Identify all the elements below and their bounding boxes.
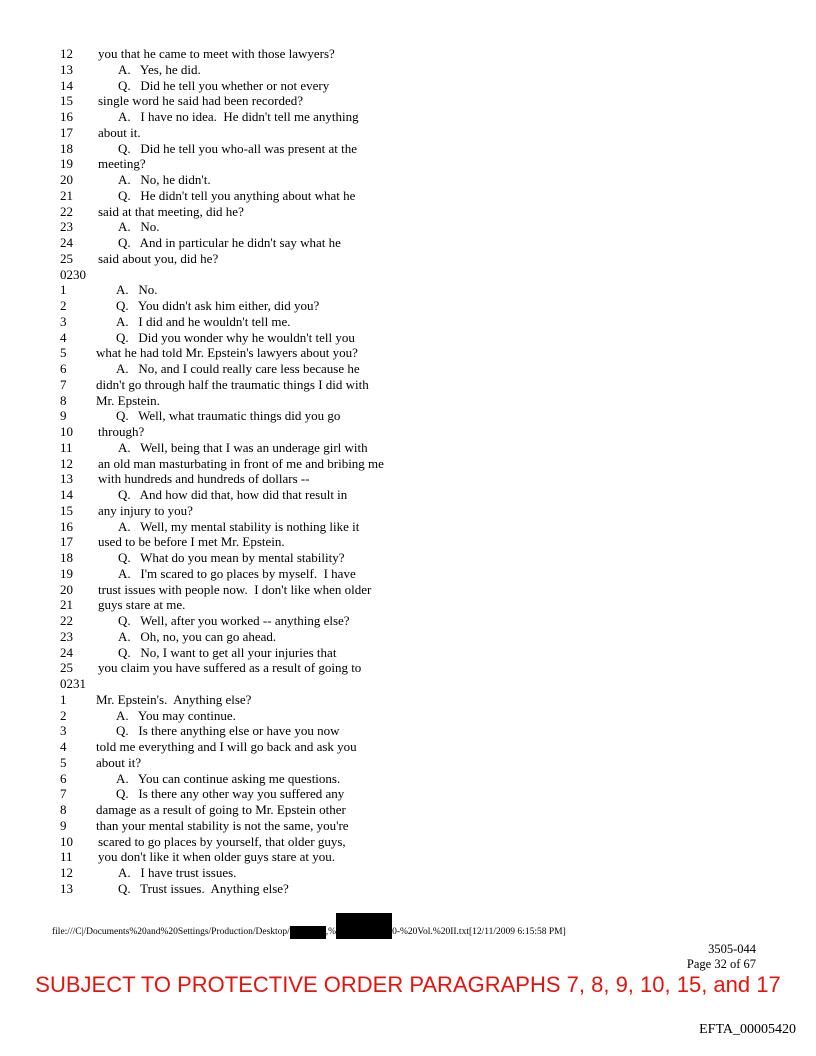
line-text: Q. Trust issues. Anything else? (118, 880, 289, 896)
transcript-line (60, 849, 760, 865)
line-number: 15 (60, 502, 73, 518)
transcript-line (60, 692, 760, 708)
line-number: 4 (60, 329, 67, 345)
transcript-line (60, 865, 760, 881)
line-number: 13 (60, 880, 73, 896)
line-text: Q. Is there any other way you suffered any (116, 786, 345, 802)
line-number: 21 (60, 187, 73, 203)
line-number: 13 (60, 61, 73, 77)
line-number: 16 (60, 109, 73, 124)
transcript-line (60, 251, 760, 267)
line-text: A. I'm scared to go places by myself. I have (118, 565, 356, 581)
line-number: 8 (60, 802, 67, 817)
line-text: A. No, and I could really care less because he (116, 361, 360, 376)
transcript-line (60, 235, 760, 251)
transcript-line (60, 330, 760, 346)
transcript-line (60, 723, 760, 739)
transcript-line (60, 834, 760, 850)
line-number: 6 (60, 770, 67, 786)
line-number: 25 (60, 660, 73, 676)
transcript-page-marker: 0230 (60, 266, 86, 282)
line-text: A. I did and he wouldn't tell me. (116, 313, 291, 329)
line-number: 17 (60, 534, 73, 550)
line-text: Mr. Epstein's. Anything else? (96, 691, 252, 707)
line-number: 17 (60, 124, 73, 140)
line-text: A. Yes, he did. (118, 61, 201, 77)
page-number: Page 32 of 67 (686, 957, 756, 971)
transcript-page-marker: 0231 (60, 676, 86, 691)
transcript-line (60, 78, 760, 94)
line-text: A. Well, being that I was an underage girl with (118, 439, 368, 455)
line-text: with hundreds and hundreds of dollars -- (98, 471, 310, 487)
line-text: A. No. (116, 282, 158, 298)
transcript-line (60, 786, 760, 802)
file-path-mid: ,% (325, 927, 337, 937)
line-number: 12 (60, 865, 73, 880)
transcript-line (60, 755, 760, 771)
line-text: Q. You didn't ask him either, did you? (116, 298, 320, 313)
line-number: 21 (60, 597, 73, 613)
line-number: 13 (60, 471, 73, 487)
transcript-line (60, 566, 760, 582)
transcript-line (60, 361, 760, 377)
line-number: 15 (60, 93, 73, 109)
transcript-line (60, 597, 760, 613)
line-text: Q. And in particular he didn't say what he (118, 235, 341, 250)
line-text: guys stare at me. (98, 597, 186, 613)
transcript-line (60, 46, 760, 62)
line-text: A. You may continue. (116, 707, 236, 723)
line-number: 23 (60, 219, 73, 235)
line-number: 24 (60, 644, 73, 660)
page-info (687, 942, 756, 972)
line-number: 14 (60, 487, 73, 502)
line-text: A. Well, my mental stability is nothing like it (118, 518, 360, 534)
line-number: 7 (60, 786, 67, 802)
transcript-line (60, 408, 760, 424)
transcript-line (60, 204, 760, 220)
line-number: 5 (60, 345, 67, 361)
line-number: 20 (60, 581, 73, 597)
line-text: A. Oh, no, you can go ahead. (118, 628, 277, 644)
line-text: said at that meeting, did he? (98, 203, 244, 219)
line-text: A. I have no idea. He didn't tell me anything (118, 109, 359, 124)
transcript-line (60, 377, 760, 393)
line-text: said about you, did he? (98, 250, 219, 266)
line-text: A. You can continue asking me questions. (116, 770, 341, 786)
document-id: 3505-044 (708, 942, 756, 956)
line-text: damage as a result of going to Mr. Epstein other (96, 802, 346, 817)
line-text: through? (98, 424, 145, 439)
line-number: 1 (60, 691, 67, 707)
transcript-line (60, 660, 760, 676)
redaction-box (336, 913, 392, 939)
transcript-line (60, 708, 760, 724)
line-text: you claim you have suffered as a result of going to (98, 660, 362, 676)
line-text: A. No. (118, 219, 160, 235)
transcript-body (60, 46, 760, 897)
transcript-line (60, 739, 760, 755)
line-number: 2 (60, 298, 67, 313)
transcript-line (60, 629, 760, 645)
line-number: 2 (60, 707, 67, 723)
bates-number: EFTA_00005420 (699, 1022, 796, 1037)
file-path-end: 0-%20Vol.%20II.txt[12/11/2009 6:15:58 PM] (392, 927, 566, 937)
line-number: 10 (60, 833, 73, 849)
transcript-line (60, 440, 760, 456)
line-text: you that he came to meet with those lawyers? (98, 46, 335, 61)
line-number: 22 (60, 203, 73, 219)
line-number: 10 (60, 424, 73, 439)
line-number: 22 (60, 613, 73, 628)
line-text: than your mental stability is not the same, you're (96, 817, 349, 833)
redaction-box (290, 926, 326, 939)
transcript-line (60, 125, 760, 141)
transcript-line (60, 645, 760, 661)
line-text: used to be before I met Mr. Epstein. (98, 534, 285, 550)
line-number: 19 (60, 156, 73, 172)
transcript-line (60, 314, 760, 330)
transcript-line (60, 471, 760, 487)
transcript-line (60, 487, 760, 503)
transcript-line (60, 519, 760, 535)
file-path-footer (52, 925, 566, 939)
line-number: 18 (60, 550, 73, 565)
line-text: scared to go places by yourself, that older guys, (98, 833, 346, 849)
line-text: Q. Is there anything else or have you now (116, 723, 340, 739)
line-text: Q. Did he tell you whether or not every (118, 77, 330, 93)
line-number: 12 (60, 455, 73, 471)
line-text: meeting? (98, 156, 146, 172)
line-text: about it? (96, 754, 142, 770)
line-text: Q. No, I want to get all your injuries that (118, 644, 337, 660)
line-number: 11 (60, 849, 73, 865)
transcript-line (60, 613, 760, 629)
transcript-line (60, 109, 760, 125)
transcript-line (60, 393, 760, 409)
transcript-line (60, 298, 760, 314)
line-number: 12 (60, 46, 73, 61)
transcript-line (60, 534, 760, 550)
transcript-line (60, 62, 760, 78)
line-number: 7 (60, 376, 67, 392)
line-text: any injury to you? (98, 502, 193, 518)
line-text: about it. (98, 124, 141, 140)
line-number: 3 (60, 723, 67, 739)
line-text: Q. Did you wonder why he wouldn't tell you (116, 329, 355, 345)
line-text: Q. Well, after you worked -- anything else? (118, 613, 350, 628)
line-text: Q. What do you mean by mental stability? (118, 550, 345, 565)
file-path-start: file:///C|/Documents%20and%20Settings/Production/Desktop/ (52, 927, 290, 937)
line-number: 14 (60, 77, 73, 93)
line-text: you don't like it when older guys stare at you. (98, 849, 336, 865)
line-text: Q. He didn't tell you anything about what he (118, 187, 356, 203)
transcript-line (60, 771, 760, 787)
transcript-line (60, 188, 760, 204)
line-number: 25 (60, 250, 73, 266)
line-number: 9 (60, 408, 67, 424)
line-number: 6 (60, 361, 67, 376)
protective-order-notice: SUBJECT TO PROTECTIVE ORDER PARAGRAPHS 7, 8, 9, 10, 15, and 17 (35, 972, 781, 997)
line-number: 8 (60, 392, 67, 408)
transcript-line (60, 156, 760, 172)
transcript-line (60, 503, 760, 519)
line-text: Mr. Epstein. (96, 392, 160, 408)
line-number: 3 (60, 313, 67, 329)
line-text: didn't go through half the traumatic things I did with (96, 376, 369, 392)
transcript-line (60, 93, 760, 109)
line-number: 5 (60, 754, 67, 770)
transcript-line (60, 818, 760, 834)
transcript-line (60, 141, 760, 157)
line-text: trust issues with people now. I don't like when older (98, 581, 372, 597)
line-text: single word he said had been recorded? (98, 93, 304, 109)
line-number: 11 (60, 439, 73, 455)
line-number: 1 (60, 282, 67, 298)
line-number: 19 (60, 565, 73, 581)
line-number: 9 (60, 817, 67, 833)
line-number: 16 (60, 518, 73, 534)
line-text: Q. Well, what traumatic things did you go (116, 408, 341, 424)
transcript-line (60, 219, 760, 235)
transcript-line (60, 282, 760, 298)
transcript-line (60, 881, 760, 897)
line-number: 18 (60, 140, 73, 156)
line-text: Q. Did he tell you who-all was present at the (118, 140, 357, 156)
line-number: 23 (60, 628, 73, 644)
line-number: 24 (60, 235, 73, 250)
transcript-line (60, 456, 760, 472)
transcript-line (60, 582, 760, 598)
transcript-line (60, 802, 760, 818)
transcript-line (60, 424, 760, 440)
transcript-line (60, 345, 760, 361)
transcript-line (60, 550, 760, 566)
line-text: A. No, he didn't. (118, 172, 211, 187)
line-text: what he had told Mr. Epstein's lawyers about you? (96, 345, 358, 361)
line-text: A. I have trust issues. (118, 865, 237, 880)
line-text: told me everything and I will go back and ask you (96, 739, 357, 754)
line-number: 4 (60, 739, 67, 754)
line-text: an old man masturbating in front of me and bribing me (98, 455, 384, 471)
line-text: Q. And how did that, how did that result in (118, 487, 348, 502)
transcript-line (60, 172, 760, 188)
line-number: 20 (60, 172, 73, 187)
